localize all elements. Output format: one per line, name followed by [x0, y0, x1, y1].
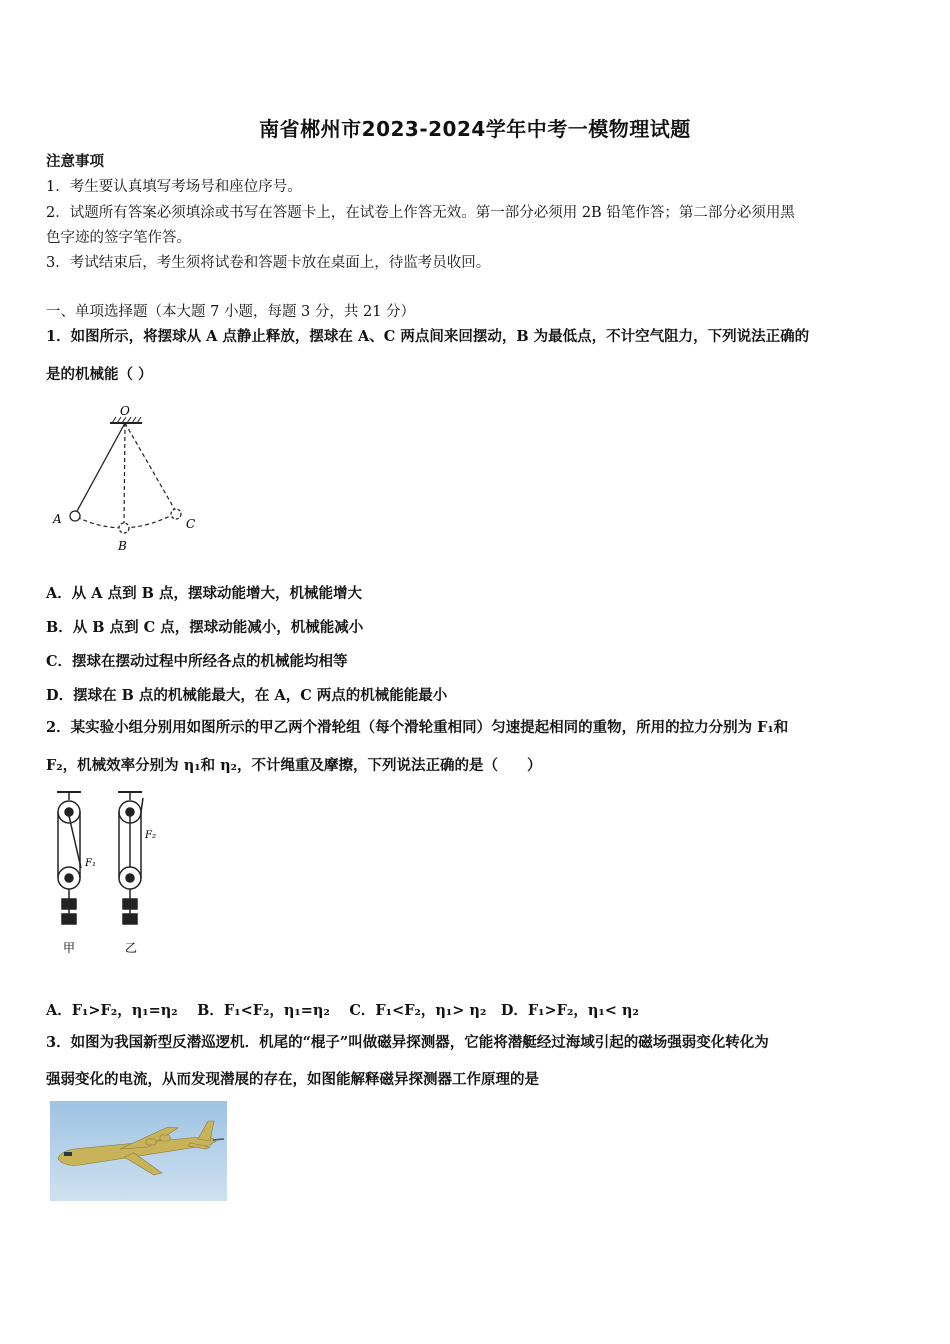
- ball-b: [119, 523, 129, 533]
- question-3-text-cont: 强弱变化的电流，从而发现潜展的存在，如图能解释磁异探测器工作原理的是: [46, 1071, 539, 1088]
- pendulum-figure: [50, 400, 210, 560]
- option-a: A．从 A 点到 B 点，摆球动能增大，机械能增大: [46, 585, 362, 602]
- pulley-system-yi: [118, 792, 143, 924]
- dashed-vertical: [124, 423, 125, 524]
- label-f2: F₂: [145, 830, 156, 841]
- question-2-options: A．F₁>F₂，η₁=η₂ B．F₁<F₂，η₁=η₂ C．F₁<F₂，η₁> η₂ D．F₁>F₂，η₁< η₂: [46, 1002, 639, 1019]
- question-3-text: 3．如图为我国新型反潜巡逻机．机尾的“棍子”叫做磁异探测器，它能将潜艇经过海域引起的磁场强弱变化转化为: [46, 1034, 769, 1051]
- mad-boom: [213, 1139, 224, 1140]
- page-title: 南省郴州市2023-2024学年中考一模物理试题: [259, 117, 691, 141]
- option-b: B．从 B 点到 C 点，摆球动能减小，机械能减小: [46, 619, 364, 636]
- label-b: B: [118, 539, 127, 553]
- label-c: C: [186, 517, 196, 531]
- question-2-text: 2．某实验小组分别用如图所示的甲乙两个滑轮组（每个滑轮重相同）匀速提起相同的重物，所用的拉力分别为 F₁和: [46, 719, 789, 736]
- question-1-text: 1．如图所示，将摆球从 A 点静止释放，摆球在 A、C 两点间来回摆动，B 为最低点，不计空气阻力，下列说法正确的: [46, 328, 810, 345]
- cockpit-window: [64, 1152, 72, 1156]
- question-1-text-cont: 是的机械能（ ）: [46, 366, 153, 383]
- notice-item: 1．考生要认真填写考场号和座位序号。: [46, 179, 302, 195]
- label-o: O: [120, 404, 130, 418]
- label-jia: 甲: [63, 941, 76, 955]
- label-a: A: [53, 512, 62, 526]
- dashed-string-c: [125, 423, 175, 510]
- question-2-text-cont: F₂，机械效率分别为 η₁和 η₂，不计绳重及摩擦，下列说法正确的是（ ）: [46, 757, 542, 774]
- label-f1: F₁: [85, 858, 96, 869]
- notice-item: 2．试题所有答案必须填涂或书写在答题卡上，在试卷上作答无效。第一部分必须用 2B 铅笔作答；第二部分必须用黑: [46, 205, 795, 221]
- notice-item: 色字迹的签字笔作答。: [46, 230, 191, 246]
- ball-a: [70, 511, 80, 521]
- section-heading: 一、单项选择题（本大题 7 小题，每题 3 分，共 21 分）: [46, 304, 416, 320]
- pulley-system-jia: [57, 792, 81, 924]
- patrol-aircraft-photo: [50, 1101, 227, 1201]
- label-yi: 乙: [125, 941, 138, 955]
- pendulum-string: [76, 423, 125, 513]
- ball-c: [171, 509, 181, 519]
- option-c: C．摆球在摆动过程中所经各点的机械能均相等: [46, 653, 348, 670]
- notice-heading: 注意事项: [46, 153, 104, 170]
- option-d: D．摆球在 B 点的机械能最大，在 A，C 两点的机械能能最小: [46, 687, 448, 704]
- notice-item: 3．考试结束后，考生须将试卷和答题卡放在桌面上，待监考员收回。: [46, 255, 491, 271]
- pulley-figure: [45, 786, 175, 961]
